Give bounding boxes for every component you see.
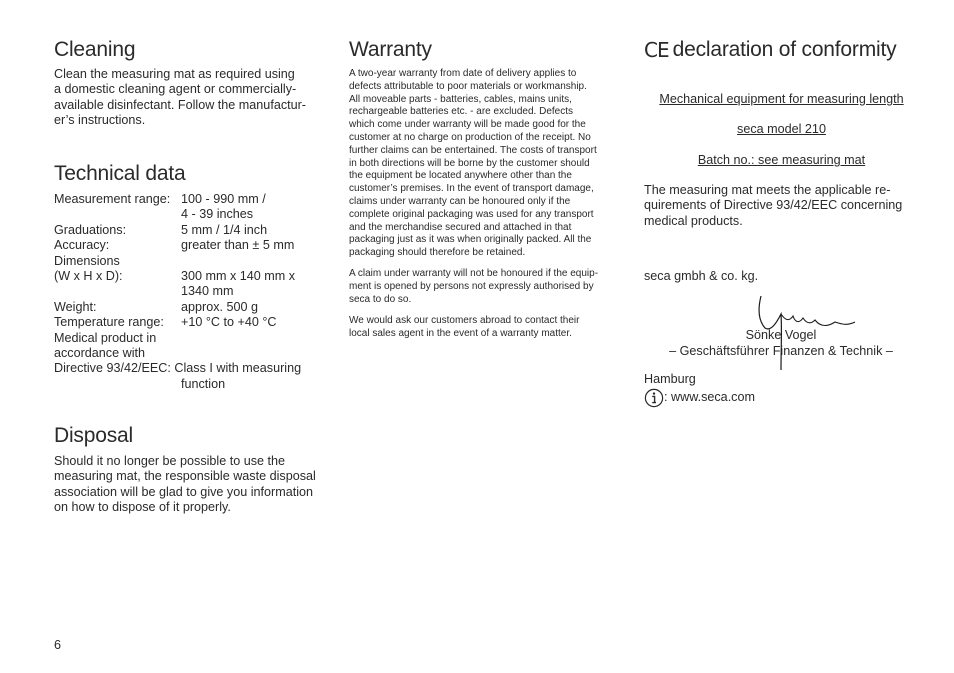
spec-label: Medical product in bbox=[54, 330, 157, 345]
cleaning-line: available disinfectant. Follow the manufactur- bbox=[54, 97, 307, 112]
warranty-heading: Warranty bbox=[349, 38, 432, 61]
spec-row bbox=[54, 269, 324, 284]
warranty-line: A claim under warranty will not be honoured if the equip- bbox=[349, 268, 599, 279]
cleaning-line: er’s instructions. bbox=[54, 113, 146, 128]
warranty-line: We would ask our customers abroad to contact their bbox=[349, 315, 580, 326]
warranty-line: customer’s premises. In the event of transport damage, bbox=[349, 183, 594, 195]
spec-value bbox=[181, 331, 324, 346]
disposal-text bbox=[54, 454, 334, 516]
warranty-line: All moveable parts - batteries, cables, mains units, bbox=[349, 93, 572, 105]
spec-row bbox=[54, 238, 324, 253]
spec-value: 4 - 39 inches bbox=[181, 207, 254, 222]
spec-label: Weight: bbox=[54, 299, 97, 314]
cleaning-line: Clean the measuring mat as required using bbox=[54, 67, 295, 81]
conformity-model: seca model 210 bbox=[737, 122, 826, 136]
warranty-line: packaging just as it was when originally packed. All the bbox=[349, 234, 592, 246]
spec-row bbox=[54, 207, 324, 222]
warranty-para-2 bbox=[349, 268, 634, 306]
info-circle-icon bbox=[644, 388, 664, 408]
website-link[interactable]: : www.seca.com bbox=[664, 390, 755, 405]
spec-row bbox=[54, 346, 324, 361]
spec-row bbox=[54, 315, 324, 330]
technical-data-table bbox=[54, 192, 324, 392]
disposal-line: on how to dispose of it properly. bbox=[54, 500, 231, 515]
warranty-line: which come under warranty will be made good for the bbox=[349, 119, 586, 131]
warranty-line: ment is opened by persons not expressly authorised by bbox=[349, 280, 594, 292]
spec-label: Accuracy: bbox=[54, 238, 110, 253]
warranty-para-1 bbox=[349, 68, 634, 260]
conformity-heading-row bbox=[644, 38, 896, 62]
disposal-line: Should it no longer be possible to use the bbox=[54, 454, 286, 468]
spec-row bbox=[54, 192, 324, 207]
spec-value: 300 mm x 140 mm x bbox=[181, 269, 296, 284]
cleaning-line: a domestic cleaning agent or commercially- bbox=[54, 82, 297, 97]
spec-label: Temperature range: bbox=[54, 315, 164, 330]
ce-mark-icon: CE bbox=[644, 38, 669, 62]
warranty-line: defects attributable to poor materials or workmanship. bbox=[349, 80, 587, 92]
spec-label bbox=[54, 207, 181, 222]
disposal-line: measuring mat, the responsible waste disposal bbox=[54, 469, 316, 484]
spec-value: function bbox=[181, 376, 226, 391]
spec-value: +10 °C to +40 °C bbox=[181, 315, 277, 330]
statement-line: quirements of Directive 93/42/EEC concerning bbox=[644, 198, 903, 213]
company-name: seca gmbh & co. kg. bbox=[644, 269, 759, 283]
disposal-line: association will be glad to give you information bbox=[54, 484, 314, 499]
cleaning-heading: Cleaning bbox=[54, 38, 136, 61]
spec-value: greater than ± 5 mm bbox=[181, 238, 295, 253]
technical-data-heading: Technical data bbox=[54, 162, 186, 185]
spec-value bbox=[181, 346, 324, 361]
spec-row bbox=[54, 300, 324, 315]
signer-name: Sönke Vogel bbox=[745, 328, 817, 342]
website-row bbox=[644, 388, 755, 408]
spec-value bbox=[181, 254, 324, 269]
conformity-statement bbox=[644, 183, 924, 229]
warranty-line: A two-year warranty from date of delivery applies to bbox=[349, 68, 577, 79]
city: Hamburg bbox=[644, 372, 696, 386]
warranty-line: packaging should therefore be retained. bbox=[349, 247, 526, 259]
warranty-line: customer at no charge on production of the receipt. No bbox=[349, 131, 591, 143]
statement-line: medical products. bbox=[644, 213, 743, 228]
warranty-line: claims under warranty can be honoured only if the bbox=[349, 195, 571, 207]
cleaning-text bbox=[54, 67, 324, 129]
spec-row bbox=[54, 331, 324, 346]
spec-value: approx. 500 g bbox=[181, 299, 259, 314]
page-number: 6 bbox=[54, 638, 62, 652]
conformity-heading: declaration of conformity bbox=[672, 38, 897, 61]
warranty-line: complete original packaging was used for any transport bbox=[349, 208, 594, 220]
warranty-line: seca to do so. bbox=[349, 293, 412, 305]
warranty-line: in both directions will be borne by the customer should bbox=[349, 157, 590, 169]
warranty-line: and the merchandise secured and attached in that bbox=[349, 221, 572, 233]
spec-label: (W x H x D): bbox=[54, 269, 123, 284]
spec-label: Dimensions bbox=[54, 253, 120, 268]
spec-label: Graduations: bbox=[54, 222, 127, 237]
spec-label: Measurement range: bbox=[54, 192, 171, 206]
directive-line: Directive 93/42/EEC: Class I with measuring bbox=[54, 361, 302, 376]
warranty-line: further claims can be entertained. The costs of transport bbox=[349, 144, 597, 156]
spec-row bbox=[54, 254, 324, 269]
spec-label: accordance with bbox=[54, 346, 146, 361]
disposal-heading: Disposal bbox=[54, 424, 133, 447]
statement-line: The measuring mat meets the applicable re- bbox=[644, 183, 891, 197]
warranty-line: local sales agent in the event of a warranty matter. bbox=[349, 327, 572, 339]
conformity-equipment: Mechanical equipment for measuring length bbox=[659, 92, 904, 106]
signer-title: – Geschäftsführer Finanzen & Technik – bbox=[669, 344, 893, 358]
spec-row bbox=[54, 223, 324, 238]
conformity-batch: Batch no.: see measuring mat bbox=[697, 153, 866, 167]
spec-value: 1340 mm bbox=[181, 284, 234, 299]
spec-row bbox=[54, 284, 324, 299]
warranty-line: the equipment be located anywhere other than the bbox=[349, 170, 572, 182]
warranty-para-3 bbox=[349, 315, 634, 341]
spec-label bbox=[54, 284, 181, 299]
spec-value: 5 mm / 1/4 inch bbox=[181, 222, 268, 237]
warranty-line: rechargeable batteries etc. - are excluded. Defects bbox=[349, 106, 574, 118]
spec-row bbox=[54, 377, 324, 392]
spec-value: 100 - 990 mm / bbox=[181, 192, 266, 206]
